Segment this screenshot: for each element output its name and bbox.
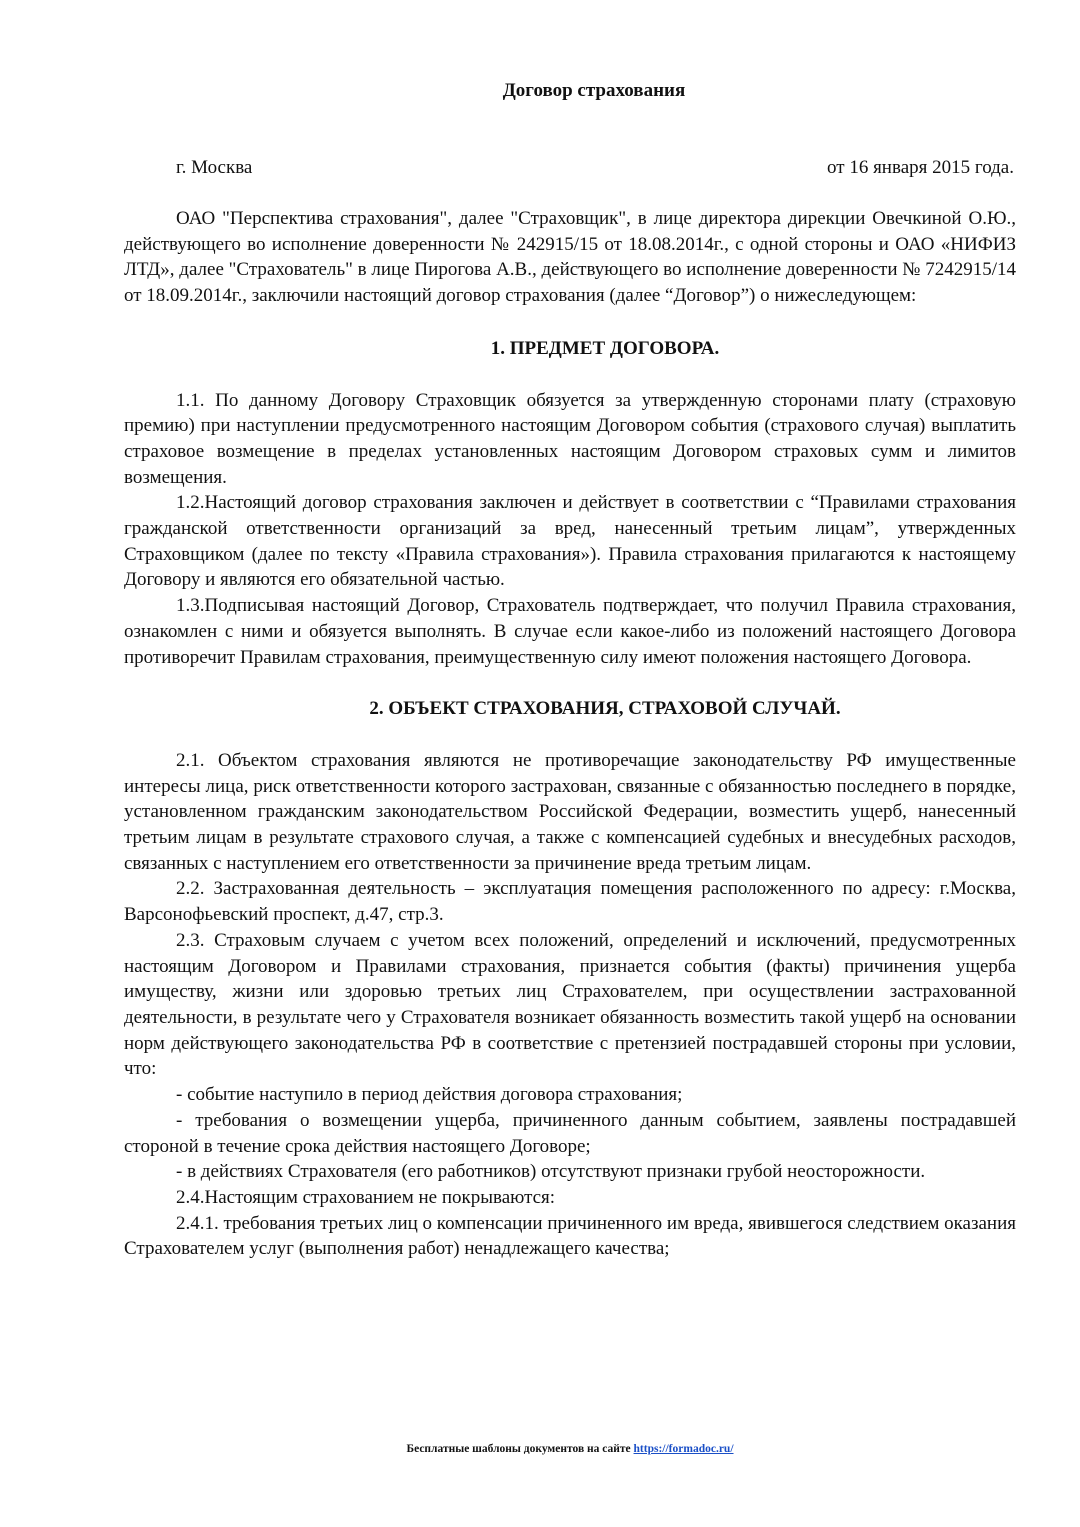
clause-2-4-1: 2.4.1. требования третьих лиц о компенсации причиненного им вреда, явившегося следствием оказания Страхователем услуг (выполнения работ) ненадлежащего качества;: [124, 1212, 1016, 1260]
city-label: г. Москва: [176, 157, 253, 178]
footer: [0, 1443, 1080, 1455]
clause-2-3: 2.3. Страховым случаем с учетом всех положений, определений и исключений, предусмотренных настоящим Договором и Правилами страхования, признается события (факты) причинения ущерба имуществу, жизни или здоровью третьих лиц Страхователем, при осуществлении застрахованной деятельности, в результате чего у Страхователя возникает обязанность возместить такой ущерб на основании норм действующего законодательства РФ в соответствие с претензией пострадавшей стороны при условии, что:: [124, 929, 1016, 1080]
list-item: - в действиях Страхователя (его работников) отсутствуют признаки грубой неосторожности.: [176, 1161, 926, 1183]
clause-1-1: 1.1. По данному Договору Страховщик обязуется за утвержденную сторонами плату (страховую премию) при наступлении предусмотренного настоящим Договором события (страхового случая) выплатить страховое возмещение в пределах установленных настоящим Договором страховых сумм и лимитов возмещения.: [124, 389, 1016, 488]
section-1-heading: 1. ПРЕДМЕТ ДОГОВОРА.: [490, 337, 720, 359]
intro-paragraph: ОАО "Перспектива страхования", далее "Страховщик", в лице директора дирекции Овечкиной О.Ю., действующего во исполнение доверенности № 242915/15 от 18.08.2014г., с одной стороны и ОАО «НИФИЗ ЛТД», далее "Страхователь" в лице Пирогова А.В., действующего во исполнение доверенности № 7242915/14 от 18.09.2014г., заключили настоящий договор страхования (далее “Договор”) о нижеследующем:: [124, 208, 1016, 307]
clause-2-1: 2.1. Объектом страхования являются не противоречащие законодательству РФ имущественные интересы лица, риск ответственности которого застрахован, связанные с обязанностью последнего в порядке, установленном гражданским законодательством Российской Федерации, возместить ущерб, нанесенный третьим лицам в результате страхового случая, а также с компенсацией судебных и внесудебных расходов, связанных с наступлением его ответственности за причинение вреда третьим лицам.: [124, 749, 1016, 874]
document-body: [124, 206, 1016, 1262]
footer-text: Бесплатные шаблоны документов на сайте: [406, 1443, 634, 1455]
clause-2-4: 2.4.Настоящим страхованием не покрываются:: [176, 1186, 556, 1208]
date-label: от 16 января 2015 года.: [827, 157, 1014, 178]
list-item: - событие наступило в период действия договора страхования;: [176, 1084, 683, 1106]
section-2-heading: 2. ОБЪЕКТ СТРАХОВАНИЯ, СТРАХОВОЙ СЛУЧАЙ.: [369, 698, 841, 720]
clause-1-2: 1.2.Настоящий договор страхования заключен и действует в соответствии с “Правилами страхования гражданской ответственности организаций за вред, нанесенный третьим лицам”, утвержденных Страховщиком (далее по тексту «Правила страхования»). Правила страхования прилагаются к настоящему Договору и являются его обязательной частью.: [124, 492, 1016, 591]
footer-link[interactable]: https://formadoc.ru/: [633, 1443, 734, 1455]
clause-2-2: 2.2. Застрахованная деятельность – эксплуатация помещения расположенного по адресу: г.Москва, Варсонофьевский проспект, д.47, стр.3.: [124, 878, 1016, 926]
condition-list: [124, 1082, 1016, 1185]
list-item: - требования о возмещении ущерба, причиненного данным событием, заявлены пострадавшей стороной в течение срока действия настоящего Договоре;: [124, 1109, 1016, 1157]
page-title: Договор страхования: [502, 80, 686, 101]
clause-1-3: 1.3.Подписывая настоящий Договор, Страхователь подтверждает, что получил Правила страхования, ознакомлен с ними и обязуется выполнять. В случае если какое-либо из положений настоящего Договора противоречит Правилам страхования, преимущественную силу имеют положения настоящего Договора.: [124, 595, 1016, 668]
